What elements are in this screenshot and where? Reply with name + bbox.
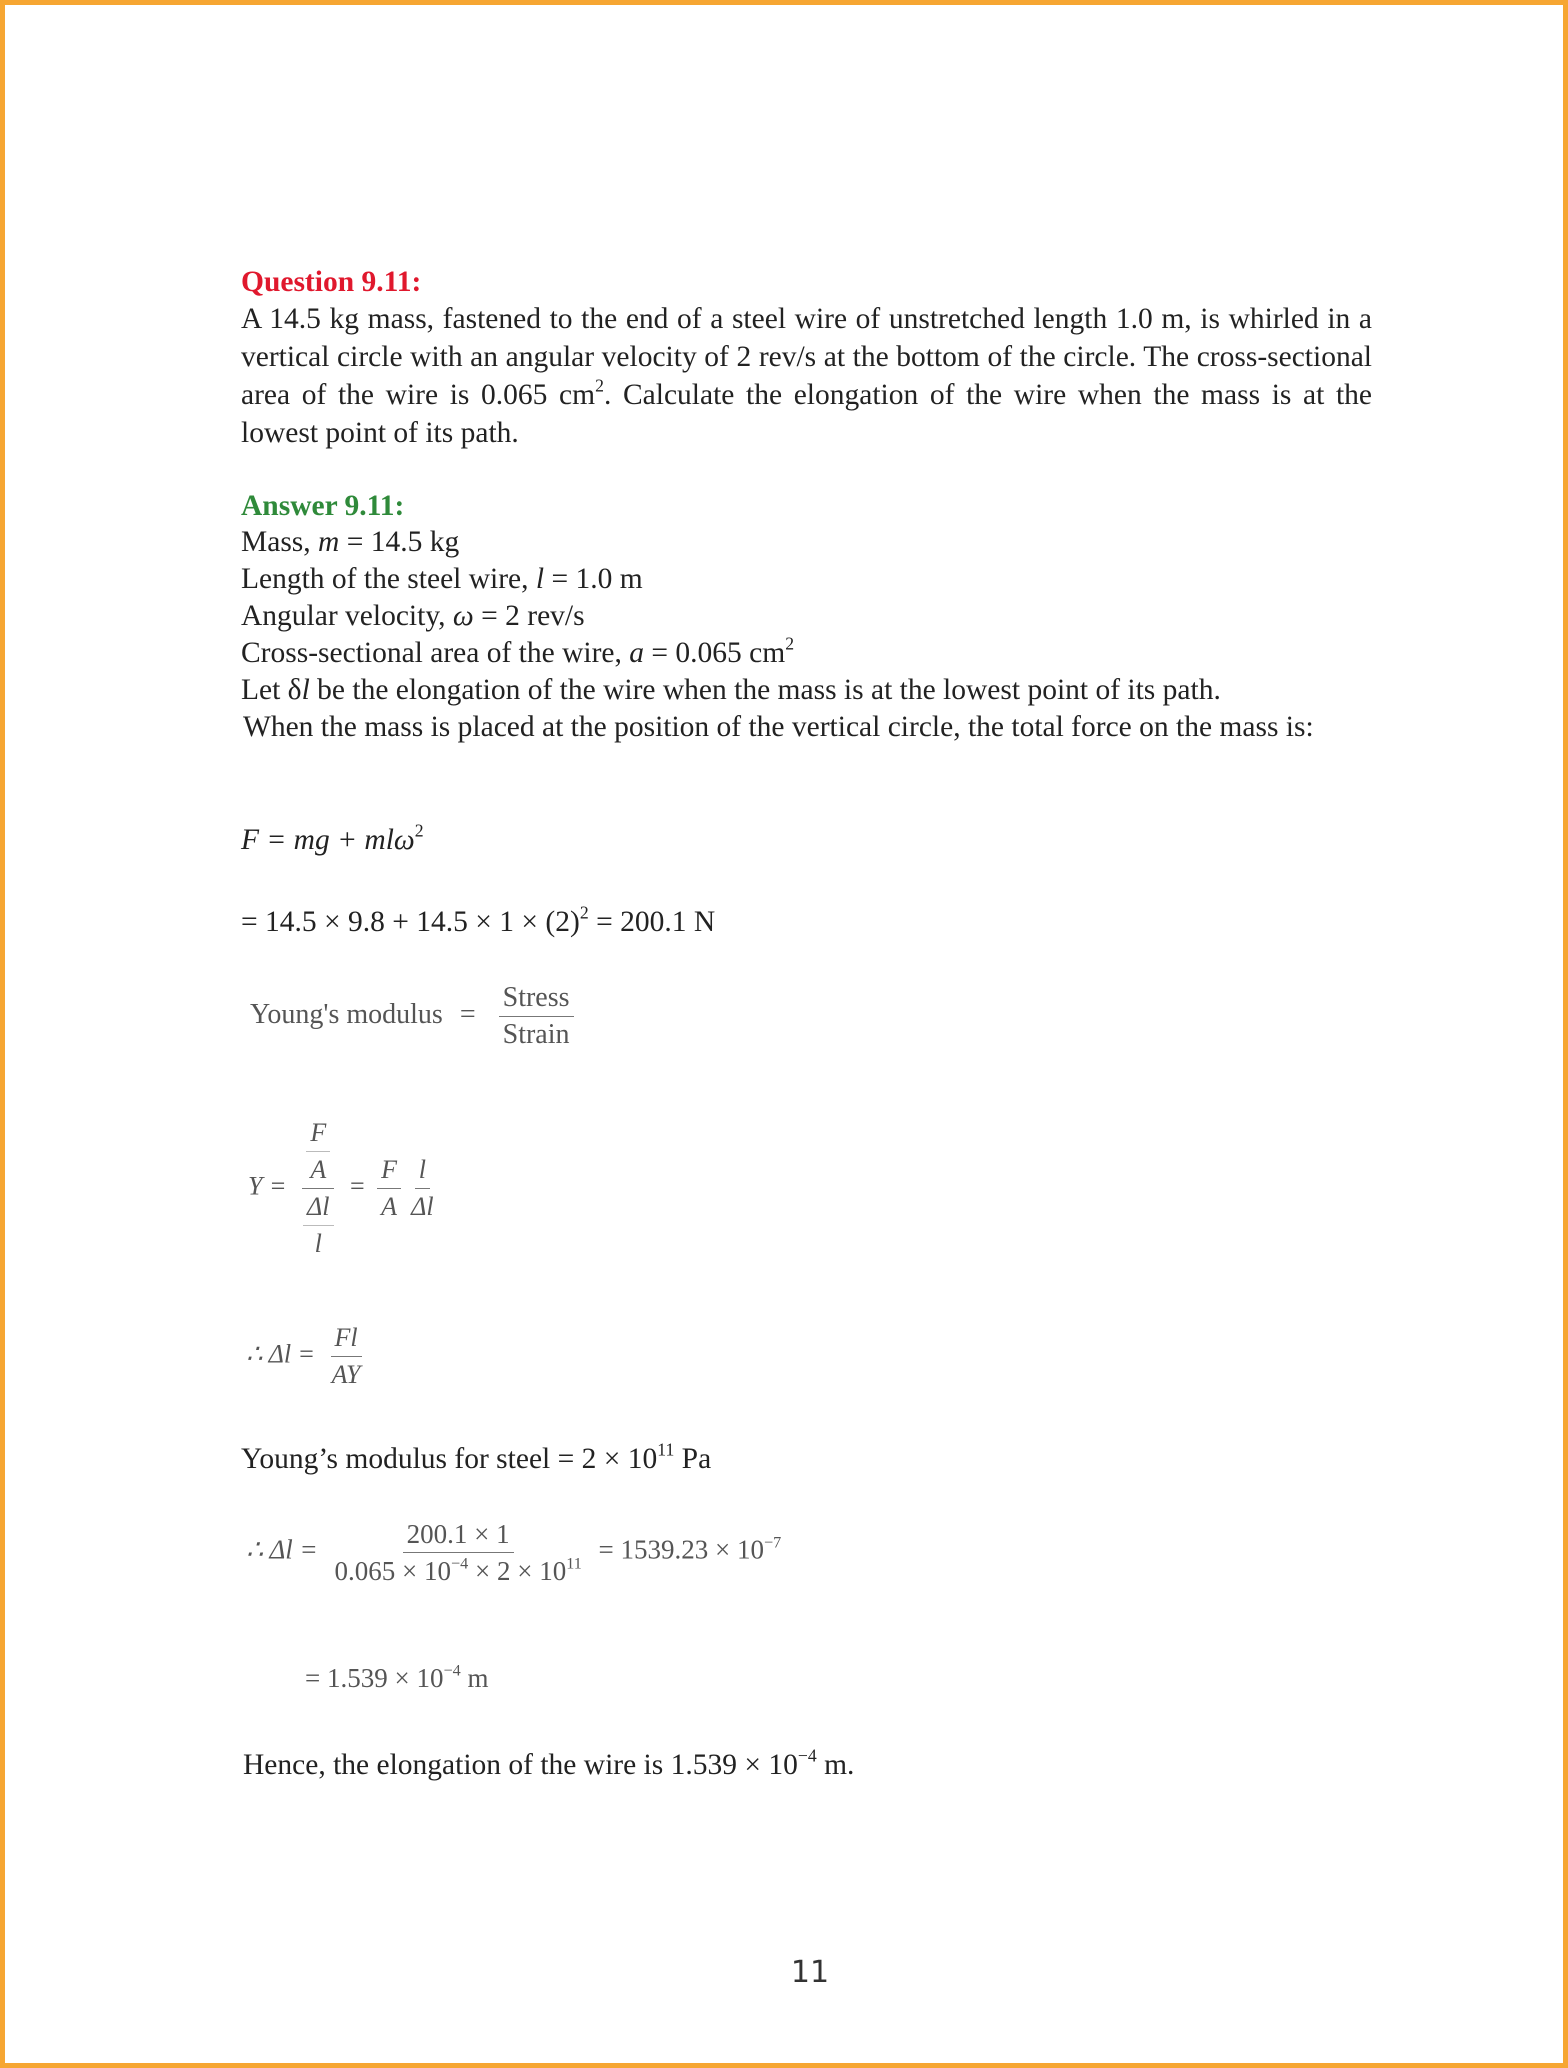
page-number: 11 — [790, 1955, 830, 1990]
youngs-modulus-formula: Young's modulus = $\frac{\text{Stress}}{\text{Strain}}$ — [250, 980, 580, 1053]
elongation-result: = $1.539 \times 10^{-4}$ m — [305, 1661, 489, 1693]
delta-l-formula: ∴ Δl = $\frac{Fl}{AY}$ — [246, 1320, 371, 1393]
answer-heading: Answer 9.11: — [241, 490, 405, 522]
given-length: Length of the steel wire, l = 1.0 m — [241, 563, 643, 595]
elongation-definition: Let δl be the elongation of the wire when the mass is at the lowest point of its path. — [241, 674, 1221, 706]
given-angular-velocity: Angular velocity, ω = 2 rev/s — [241, 600, 585, 632]
question-heading: Question 9.11: — [241, 266, 422, 298]
y-derivation: Y = $\frac{\frac{F}{A}}{\frac{\Delta l}{l}}$ = $\frac{F}{A}$ $\frac{l}{\Delta l}$ — [248, 1115, 438, 1262]
force-equation: F = mg + mlω$^2$ — [241, 820, 424, 856]
question-text: A 14.5 kg mass, fastened to the end of a steel wire of unstretched length 1.0 m, is whirled in a vertical circle with an angular velocity of 2 rev/s at the bottom of the circle. The cross-sectional area of the wire is 0.065 $cm^2$. Calculate the elongation of the wire when the mass is at the lowest point of its path. — [241, 303, 1372, 449]
steel-youngs-modulus: Young’s modulus for steel = $2 \times 10^{11}$ Pa — [241, 1439, 712, 1475]
given-area: Cross-sectional area of the wire, a = 0.065 $cm^2$ — [241, 633, 795, 669]
force-intro: When the mass is placed at the position of the vertical circle, the total force on the mass is: — [243, 711, 1314, 743]
conclusion: Hence, the elongation of the wire is $1.539 \times 10^{-4}$ m. — [243, 1745, 855, 1781]
force-calculation: = $14.5 \times 9.8 + 14.5 \times 1 \times (2)^2 = 200.1$ N — [241, 902, 716, 938]
elongation-calculation: ∴ Δl = $\frac{200.1 \times 1}{0.065 \times 10^{-4} \times 2 \times 10^{11}}$ = $1539.23 \times 10^{-7}$ — [246, 1516, 781, 1589]
given-mass: Mass, m = 14.5 kg — [241, 526, 460, 558]
